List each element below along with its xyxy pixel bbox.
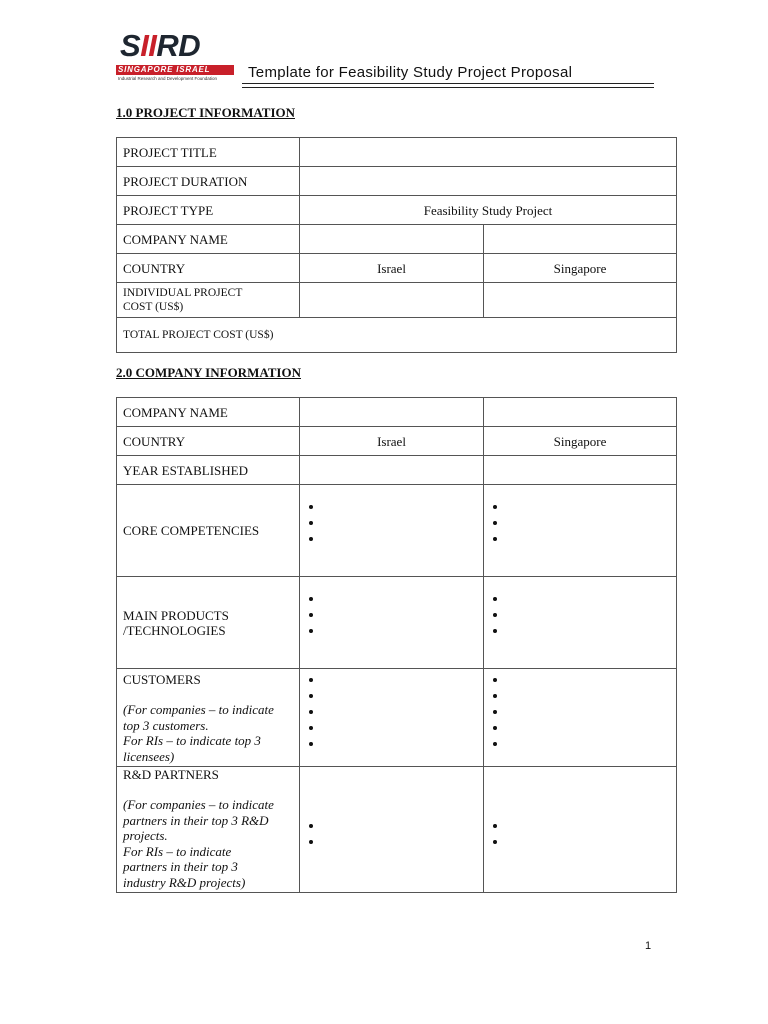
country-israel: Israel (300, 254, 484, 283)
bullet-item[interactable] (324, 736, 477, 752)
bullet-item[interactable] (324, 591, 477, 607)
bullet-item[interactable] (324, 623, 477, 639)
label-total-project-cost: TOTAL PROJECT COST (US$) (123, 329, 274, 341)
main-products-israel-list[interactable] (300, 577, 484, 669)
logo-tagline: Industrial Research and Development Foundation (118, 76, 218, 81)
country-singapore: Singapore (484, 427, 677, 456)
label-customers: CUSTOMERS (123, 672, 201, 687)
total-project-cost-row[interactable] (117, 318, 677, 353)
label-core-competencies: CORE COMPETENCIES (117, 485, 300, 577)
customers-singapore-list[interactable] (484, 669, 677, 767)
bullet-item[interactable] (508, 736, 670, 752)
rd-partners-note (123, 797, 293, 890)
label-project-duration: PROJECT DURATION (117, 167, 300, 196)
project-duration-field[interactable] (300, 167, 677, 196)
bullet-item[interactable] (324, 499, 477, 515)
customers-israel-list[interactable] (300, 669, 484, 767)
rd-note-line: For RIs – to indicate (123, 843, 232, 859)
country-singapore: Singapore (484, 254, 677, 283)
rd-note-line: partners in their top 3 R&D (123, 812, 269, 828)
individual-cost-israel-field[interactable] (300, 283, 484, 318)
label-project-title: PROJECT TITLE (117, 138, 300, 167)
company-name-israel-field[interactable] (300, 225, 484, 254)
page-number: 1 (645, 940, 652, 952)
main-products-singapore-list[interactable] (484, 577, 677, 669)
bullet-item[interactable] (324, 818, 477, 834)
company-info-table (116, 397, 677, 893)
bullet-item[interactable] (508, 818, 670, 834)
label-year-established: YEAR ESTABLISHED (117, 456, 300, 485)
label-customers-cell (117, 669, 300, 767)
label-project-type: PROJECT TYPE (117, 196, 300, 225)
bullet-item[interactable] (324, 672, 477, 688)
bullet-item[interactable] (508, 704, 670, 720)
rd-note-line: industry R&D projects) (123, 874, 246, 890)
year-established-singapore-field[interactable] (484, 456, 677, 485)
customers-note-line: For RIs – to indicate top 3 (123, 733, 261, 748)
label-individual-cost-line1: INDIVIDUAL PROJECT (123, 287, 243, 299)
section-2-heading: 2.0 COMPANY INFORMATION (116, 365, 301, 380)
bullet-item[interactable] (508, 623, 670, 639)
label-country: COUNTRY (117, 254, 300, 283)
year-established-israel-field[interactable] (300, 456, 484, 485)
section-1-heading: 1.0 PROJECT INFORMATION (116, 105, 295, 120)
label-rd-partners-cell (117, 767, 300, 893)
individual-cost-singapore-field[interactable] (484, 283, 677, 318)
bullet-item[interactable] (508, 531, 670, 547)
company-name-singapore-field[interactable] (484, 398, 677, 427)
bullet-item[interactable] (324, 515, 477, 531)
rd-note-line: projects. (123, 828, 168, 843)
bullet-item[interactable] (324, 720, 477, 736)
bullet-item[interactable] (508, 672, 670, 688)
core-competencies-israel-list[interactable] (300, 485, 484, 577)
bullet-item[interactable] (324, 704, 477, 720)
label-main-products-line2: /TECHNOLOGIES (123, 622, 226, 638)
label-individual-project-cost (117, 283, 300, 318)
bullet-item[interactable] (508, 720, 670, 736)
bullet-item[interactable] (324, 531, 477, 547)
rd-note-line: partners in their top 3 (123, 859, 238, 874)
customers-note-line: (For companies – to indicate (123, 702, 274, 717)
siird-logo (116, 30, 240, 82)
bullet-item[interactable] (508, 607, 670, 623)
project-title-field[interactable] (300, 138, 677, 167)
label-rd-partners: R&D PARTNERS (123, 767, 219, 782)
company-name-singapore-field[interactable] (484, 225, 677, 254)
project-type-value: Feasibility Study Project (300, 196, 677, 225)
company-name-israel-field[interactable] (300, 398, 484, 427)
label-individual-cost-line2: COST (US$) (123, 301, 184, 313)
label-country: COUNTRY (117, 427, 300, 456)
core-competencies-singapore-list[interactable] (484, 485, 677, 577)
bullet-item[interactable] (508, 834, 670, 850)
document-header (116, 30, 654, 90)
rd-partners-israel-list[interactable] (300, 767, 484, 893)
bullet-item[interactable] (508, 499, 670, 515)
bullet-item[interactable] (508, 515, 670, 531)
logo-subtitle: SINGAPORE ISRAEL (118, 65, 211, 74)
logo-wordmark: SIIRD (120, 28, 201, 63)
label-main-products (117, 577, 300, 669)
label-main-products-line1: MAIN PRODUCTS (123, 607, 229, 623)
bullet-item[interactable] (324, 688, 477, 704)
customers-note-line: licensees) (123, 748, 175, 764)
rd-note-line: (For companies – to indicate (123, 797, 274, 812)
customers-note (123, 702, 293, 764)
document-title: Template for Feasibility Study Project Proposal (248, 64, 573, 81)
bullet-item[interactable] (508, 591, 670, 607)
header-rule (242, 83, 654, 84)
bullet-item[interactable] (324, 834, 477, 850)
bullet-item[interactable] (508, 688, 670, 704)
project-info-table (116, 137, 677, 353)
bullet-item[interactable] (324, 607, 477, 623)
label-company-name: COMPANY NAME (117, 225, 300, 254)
header-rule-thin (242, 87, 654, 88)
rd-partners-singapore-list[interactable] (484, 767, 677, 893)
customers-note-line: top 3 customers. (123, 717, 209, 733)
country-israel: Israel (300, 427, 484, 456)
label-company-name: COMPANY NAME (117, 398, 300, 427)
